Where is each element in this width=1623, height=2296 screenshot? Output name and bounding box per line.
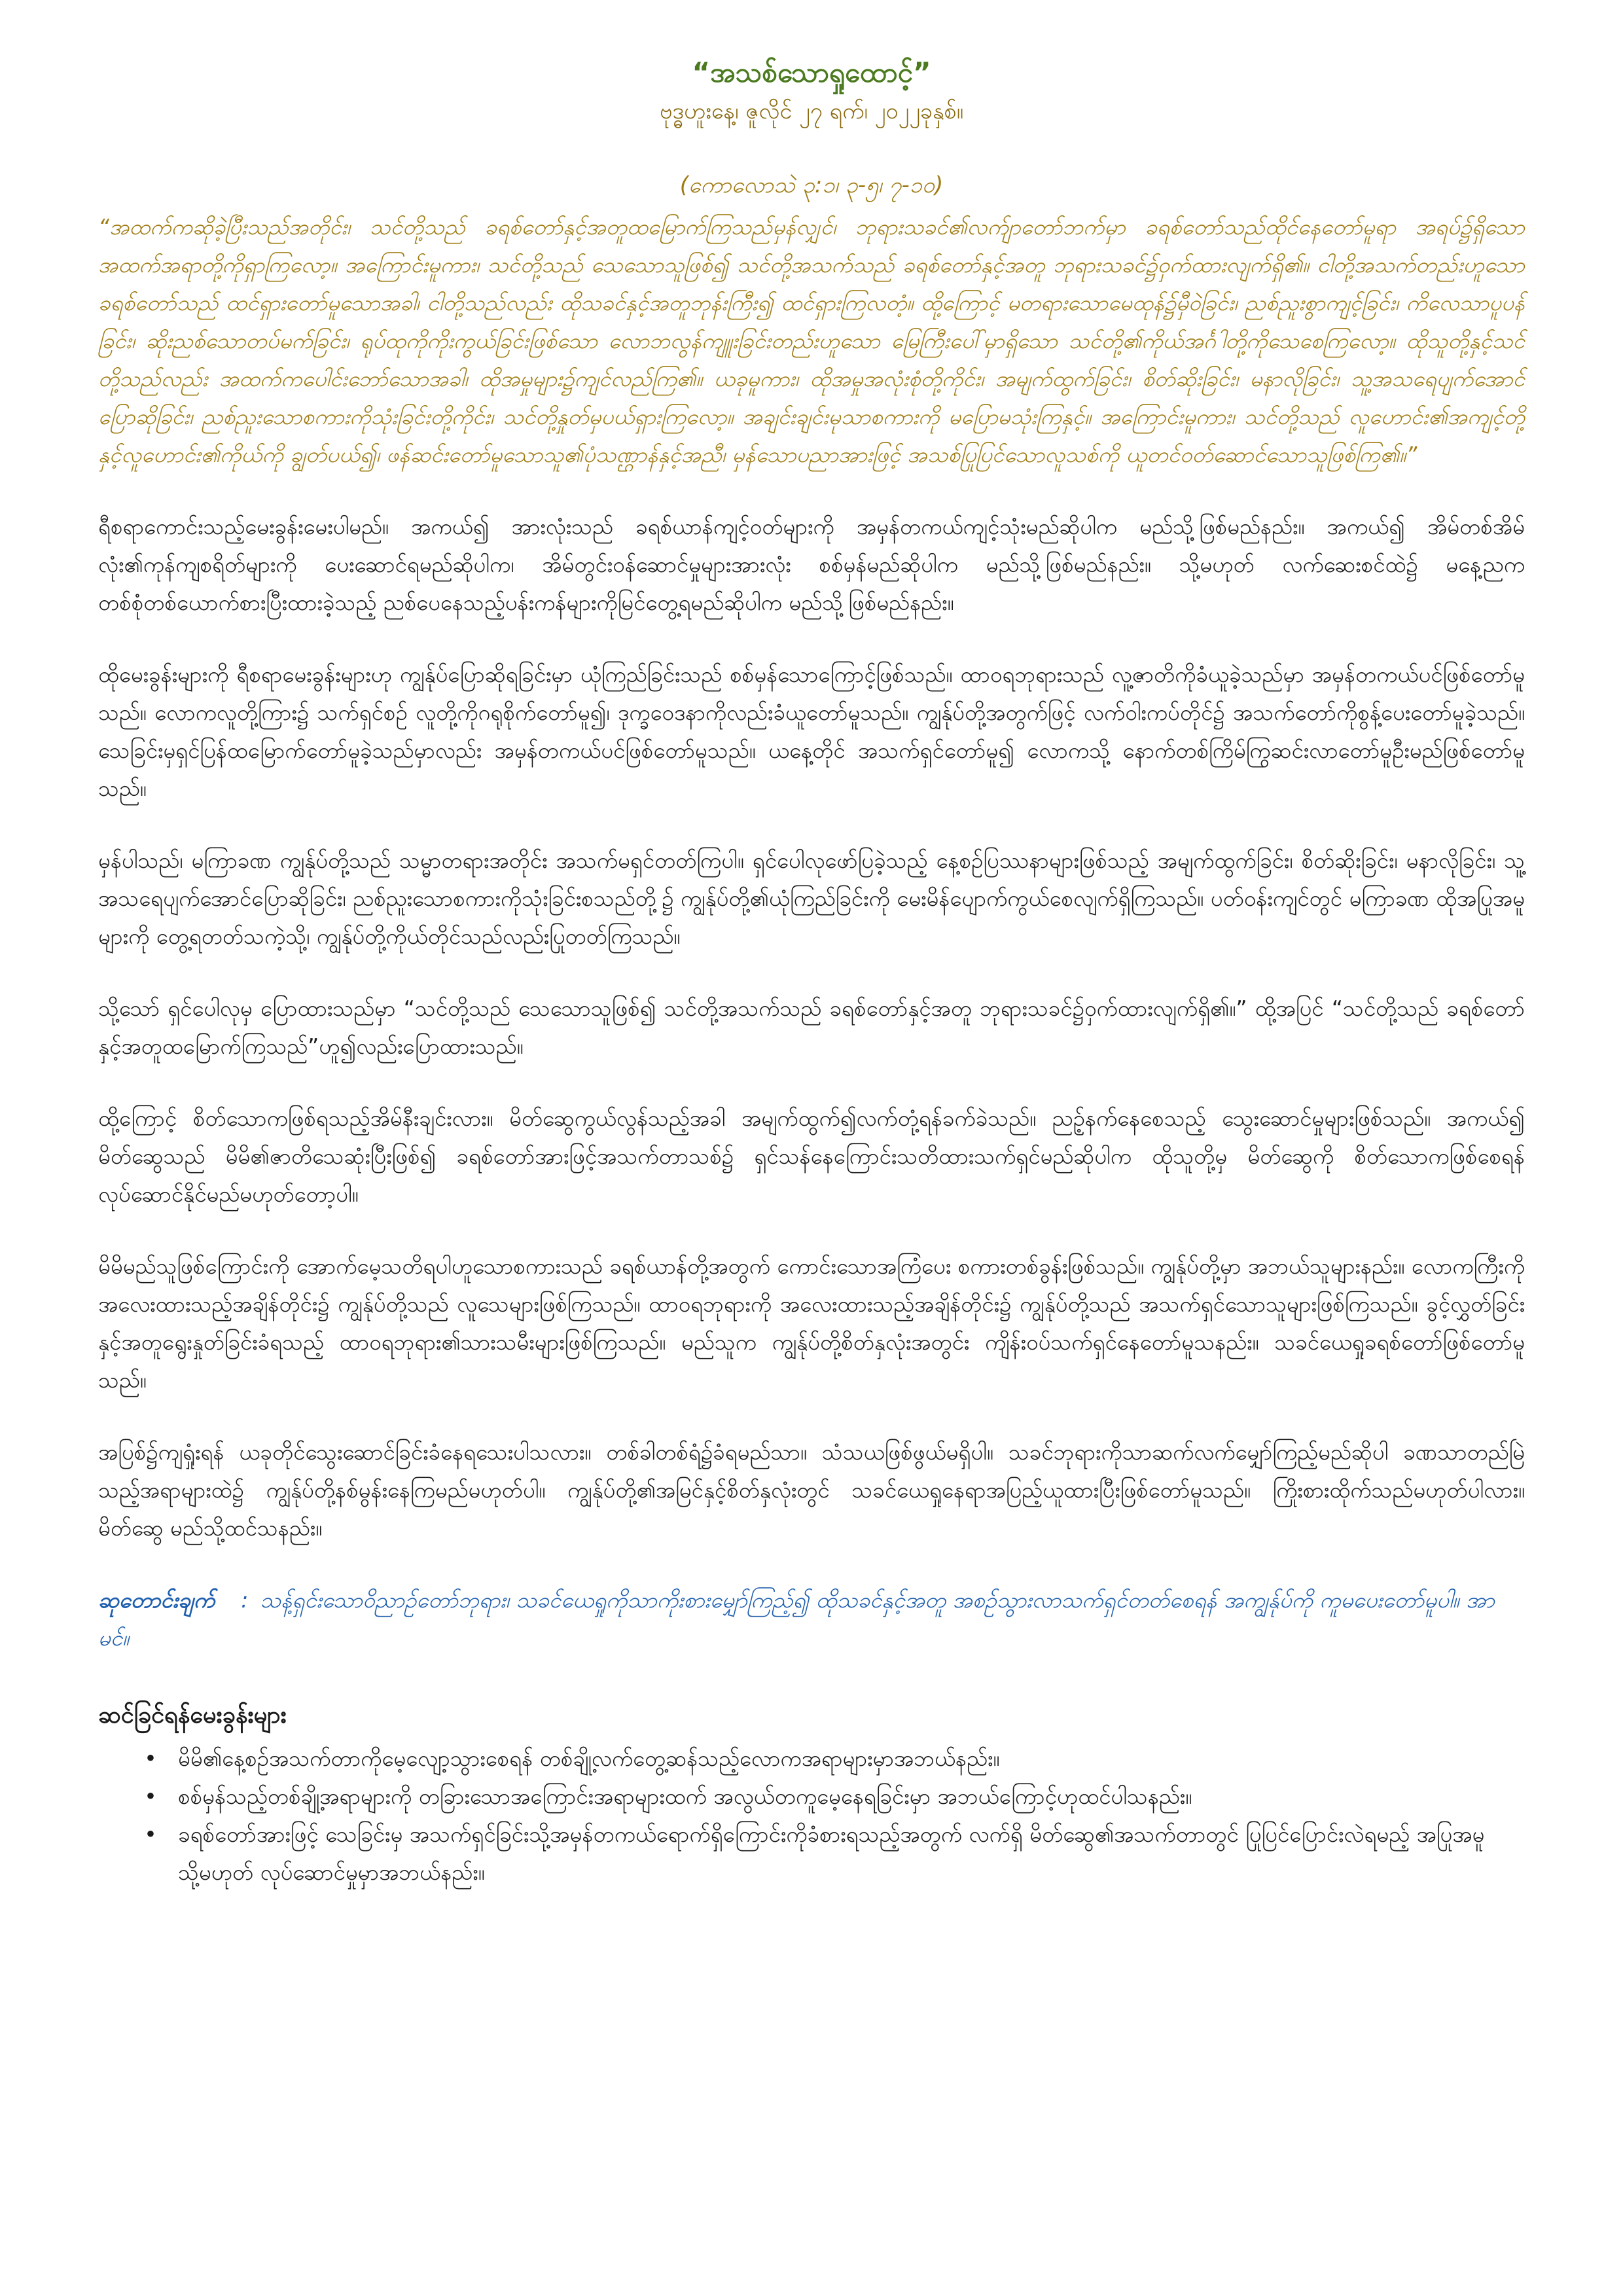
body-paragraph: ထိုမေးခွန်းများကို ရီစရာမေးခွန်းများဟု ကျွန်ုပ်ပြောဆိုရခြင်းမှာ ယုံကြည်ခြင်းသည် စစ်မှန်သောကြောင့်ဖြစ်သည်။ ထာဝရဘုရားသည် လူ့ဇာတိကိုခံယူခဲ့သည်မှာ အမှန်တကယ်ပင်ဖြစ်တော်မူသည်။ လောကလူတို့ကြား၌ သက်ရှင်စဉ် လူတို့ကိုဂရုစိုက်တော်မူ၍၊ ဒုက္ခဝေဒနာကိုလည်းခံယူတော်မူသည်။ ကျွန်ုပ်တို့အတွက်ဖြင့် လက်ဝါးကပ်တိုင်၌ အသက်တော်ကိုစွန့်ပေးတော်မူခဲ့သည်။ သေခြင်းမှရှင်ပြန်ထမြောက်တော်မူခဲ့သည်မှာလည်း အမှန်တကယ်ပင်ဖြစ်တော်မူသည်။ ယနေ့တိုင် အသက်ရှင်တော်မူ၍ လောကသို့ နောက်တစ်ကြိမ်ကြွဆင်းလာတော်မူဦးမည်ဖြစ်တော်မူသည်။ xyxy=(98,662,1525,801)
body-paragraph: အပြစ်၌ကျရှုံးရန် ယခုတိုင်သွေးဆောင်ခြင်းခံနေရသေးပါသလား။ တစ်ခါတစ်ရံ၌ခံရမည်သာ။ သံသယဖြစ်ဖွယ်မရှိပါ။ သခင်ဘုရားကိုသာဆက်လက်မျှော်ကြည့်မည်ဆိုပါ ခဏသာတည်မြဲသည့်အရာများထဲ၌ ကျွန်ုပ်တို့နစ်မွန်းနေကြမည်မဟုတ်ပါ။ ကျွန်ုပ်တို့၏အမြင်နှင့်စိတ်နှလုံးတွင် သခင်ယေရှုနေရာအပြည့်ယူထားပြီးဖြစ်တော်မူသည်။ ကြိုးစားထိုက်သည်မဟုတ်ပါလား။ မိတ်ဆွေ မည်သို့ထင်သနည်း။ xyxy=(98,1439,1525,1541)
question-text: စစ်မှန်သည့်တစ်ချို့အရာများကို တခြားသောအကြောင်းအရာများထက် အလွယ်တကူမေ့နေရခြင်းမှာ အဘယ်ကြောင့်ဟုထင်ပါသနည်း။ xyxy=(178,1784,1192,1809)
scripture-reference: (ကောလောသဲ ၃:၁၊ ၃-၅၊ ၇-၁၀) xyxy=(679,172,944,198)
prayer-label: ဆုတောင်းချက် xyxy=(98,1587,215,1613)
reflection-questions-list xyxy=(98,1740,1525,1892)
body-paragraph: ရီစရာကောင်းသည့်မေးခွန်းမေးပါမည်။ အကယ်၍ အားလုံးသည် ခရစ်ယာန်ကျင့်ဝတ်များကို အမှန်တကယ်ကျင့်သုံးမည်ဆိုပါက မည်သို့ဖြစ်မည်နည်း။ အကယ်၍ အိမ်တစ်အိမ်လုံး၏ကုန်ကျစရိတ်များကို ပေးဆောင်ရမည်ဆိုပါက၊ အိမ်တွင်းဝန်ဆောင်မှုများအားလုံး စစ်မှန်မည်ဆိုပါက မည်သို့ဖြစ်မည်နည်း။ သို့မဟုတ် လက်ဆေးစင်ထဲ၌ မနေ့ညက တစ်စုံတစ်ယောက်စားပြီးထားခဲ့သည့် ညစ်ပေနေသည့်ပန်းကန်များကိုမြင်တွေ့ရမည်ဆိုပါက မည်သို့ဖြစ်မည်နည်း။ xyxy=(98,514,1525,615)
question-text: မိမိ၏နေ့စဉ်အသက်တာကိုမေ့လျော့သွားစေရန် တစ်ချို့လက်တွေ့ဆန်သည့်လောကအရာများမှာအဘယ်နည်း။ xyxy=(178,1746,1000,1771)
prayer-separator: : xyxy=(241,1587,249,1613)
list-item xyxy=(137,1740,1525,1778)
body-paragraph: မှန်ပါသည်၊ မကြာခဏ ကျွန်ုပ်တို့သည် သမ္မာတရားအတိုင်း အသက်မရှင်တတ်ကြပါ။ ရှင်ပေါလုဖော်ပြခဲ့သည့် နေ့စဉ်ပြဿနာများဖြစ်သည့် အမျက်ထွက်ခြင်း၊ စိတ်ဆိုးခြင်း၊ မနာလိုခြင်း၊ သူ့အသရေပျက်အောင်ပြောဆိုခြင်း၊ ညစ်ညူးသောစကားကိုသုံးခြင်းစသည်တို့၌ ကျွန်ုပ်တို့၏ယုံကြည်ခြင်းကို မေးမိန်ပျောက်ကွယ်စေလျက်ရှိကြသည်။ ပတ်ဝန်းကျင်တွင် မကြာခဏ ထိုအပြုအမူများကို တွေ့ရတတ်သကဲ့သို့၊ ကျွန်ုပ်တို့ကိုယ်တိုင်သည်လည်းပြုတတ်ကြသည်။ xyxy=(98,848,1525,949)
devotional-date: ဗုဒ္ဓဟူးနေ့၊ ဇူလိုင် ၂၇ ရက်၊ ၂၀၂၂ခုနှစ်။ xyxy=(659,98,963,124)
body-paragraph: သို့သော် ရှင်ပေါလုမှ ပြောထားသည်မှာ “သင်တို့သည် သေသောသူဖြစ်၍ သင်တို့အသက်သည် ခရစ်တော်နှင့်အတူ ဘုရားသခင်၌ဝှက်ထားလျက်ရှိ၏။” ထို့အပြင် “သင်တို့သည် ခရစ်တော်နှင့်အတူထမြောက်ကြသည်”ဟူ၍လည်းပြောထားသည်။ xyxy=(98,996,1525,1059)
body-paragraph: မိမိမည်သူဖြစ်ကြောင်းကို အောက်မေ့သတိရပါဟူသောစကားသည် ခရစ်ယာန်တို့အတွက် ကောင်းသောအကြံပေး စကားတစ်ခွန်းဖြစ်သည်။ ကျွန်ုပ်တို့မှာ အဘယ်သူများနည်း။ လောကကြီးကို အလေးထားသည့်အချိန်တိုင်း၌ ကျွန်ုပ်တို့သည် လူသေများဖြစ်ကြသည်။ ထာဝရဘုရားကို အလေးထားသည့်အချိန်တိုင်း၌ ကျွန်ုပ်တို့သည် အသက်ရှင်သောသူများဖြစ်ကြသည်။ ခွင့်လွှတ်ခြင်းနှင့်အတူရွေးနှုတ်ခြင်းခံရသည့် ထာဝရဘုရား၏သားသမီးများဖြစ်ကြသည်။ မည်သူက ကျွန်ုပ်တို့စိတ်နှလုံးအတွင်း ကျိန်းဝပ်သက်ရှင်နေတော်မူသနည်း။ သခင်ယေရှုခရစ်တော်ဖြစ်တော်မူသည်။ xyxy=(98,1253,1525,1393)
bullet-icon: • xyxy=(144,1821,157,1847)
list-item xyxy=(137,1778,1525,1816)
prayer-text: သန့်ရှင်းသောဝိညာဉ်တော်ဘုရား၊ သခင်ယေရှုကိုသာကိုးစားမျှော်ကြည့်၍ ထိုသခင်နှင့်အတူ အစဉ်သွားလာသက်ရှင်တတ်စေရန် အကျွန်ုပ်ကို ကူမပေးတော်မူပါ။ အာမင်။ xyxy=(98,1587,1495,1651)
bullet-icon: • xyxy=(144,1784,157,1809)
body-paragraph: ထို့ကြောင့် စိတ်သောကဖြစ်ရသည့်အိမ်နီးချင်းလား။ မိတ်ဆွေကွယ်လွန်သည့်အခါ အမျက်ထွက်၍လက်တုံ့ရန်ခက်ခဲသည်။ ညဉ့်နက်နေစေသည့် သွေးဆောင်မှုများဖြစ်သည်။ အကယ်၍ မိတ်ဆွေသည် မိမိ၏ဇာတိသေဆုံးပြီးဖြစ်၍ ခရစ်တော်အားဖြင့်အသက်တာသစ်၌ ရှင်သန်နေကြောင်းသတိထားသက်ရှင်မည်ဆိုပါက ထိုသူတို့မှ မိတ်ဆွေကို စိတ်သောကဖြစ်စေရန် လုပ်ဆောင်နိုင်မည်မဟုတ်တော့ပါ။ xyxy=(98,1105,1525,1207)
reflection-questions-title: ဆင်ခြင်ရန်မေးခွန်းများ xyxy=(98,1702,287,1729)
list-item xyxy=(137,1816,1525,1892)
devotional-title: “အသစ်သောရှုထောင့်” xyxy=(692,56,931,88)
question-text: ခရစ်တော်အားဖြင့် သေခြင်းမှ အသက်ရှင်ခြင်းသို့အမှန်တကယ်ရောက်ရှိကြောင်းကိုခံစားရသည့်အတွက် လက်ရှိ မိတ်ဆွေ၏အသက်တာတွင် ပြုပြင်ပြောင်းလဲရမည့် အပြုအမူ သို့မဟုတ် လုပ်ဆောင်မှုမှာအဘယ်နည်း။ xyxy=(178,1821,1485,1885)
scripture-quote: “အထက်ကဆိုခဲ့ပြီးသည်အတိုင်း၊ သင်တို့သည် ခရစ်တော်နှင့်အတူထမြောက်ကြသည်မှန်လျှင်၊ ဘုရားသခင်၏လက်ျာတော်ဘက်မှာ ခရစ်တော်သည်ထိုင်နေတော်မူရာ အရပ်၌ရှိသော အထက်အရာတို့ကိုရှာကြလော့။ အကြောင်းမူကား၊ သင်တို့သည် သေသောသူဖြစ်၍ သင်တို့အသက်သည် ခရစ်တော်နှင့်အတူ ဘုရားသခင်၌ဝှက်ထားလျက်ရှိ၏။ ငါတို့အသက်တည်းဟူသောခရစ်တော်သည် ထင်ရှားတော်မူသောအခါ၊ ငါတို့သည်လည်း ထိုသခင်နှင့်အတူဘုန်းကြီး၍ ထင်ရှားကြလတံ့။ ထို့ကြောင့် မတရားသောမေထုန်၌မှီဝဲခြင်း၊ ညစ်ညူးစွာကျင့်ခြင်း၊ ကိလေသာပူပန်ခြင်း၊ ဆိုးညစ်သောတပ်မက်ခြင်း၊ ရုပ်ထုကိုကိုးကွယ်ခြင်းဖြစ်သော လောဘလွန်ကျူးခြင်းတည်းဟူသော မြေကြီးပေါ်မှာရှိသော သင်တို့၏ကိုယ်အင်္ဂါတို့ကိုသေစေကြလော့။ ထိုသူတို့နှင့်သင်တို့သည်လည်း အထက်ကပေါင်းဘော်သောအခါ၊ ထိုအမှုများ၌ကျင်လည်ကြ၏။ ယခုမူကား၊ ထိုအမှုအလုံးစုံတို့ကိုင်း၊ အမျက်ထွက်ခြင်း၊ စိတ်ဆိုးခြင်း၊ မနာလိုခြင်း၊ သူ့အသရေပျက်အောင်ပြောဆိုခြင်း၊ ညစ်ညူးသောစကားကိုသုံးခြင်းတို့ကိုင်း၊ သင်တို့နှုတ်မှပယ်ရှားကြလော့။ အချင်းချင်းမုသာစကားကို မပြောမသုံးကြနှင့်။ အကြောင်းမူကား၊ သင်တို့သည် လူဟောင်း၏အကျင့်တို့နှင့်လူဟောင်း၏ကိုယ်ကို ချွတ်ပယ်၍၊ ဖန်ဆင်းတော်မူသောသူ၏ပုံသဏ္ဌာန်နှင့်အညီ၊ မှန်သောပညာအားဖြင့် အသစ်ပြုပြင်သောလူသစ်ကို ယူတင်ဝတ်ဆောင်သောသူဖြစ်ကြ၏။” xyxy=(98,214,1525,467)
prayer-block xyxy=(98,1581,1525,1657)
bullet-icon: • xyxy=(144,1746,157,1771)
